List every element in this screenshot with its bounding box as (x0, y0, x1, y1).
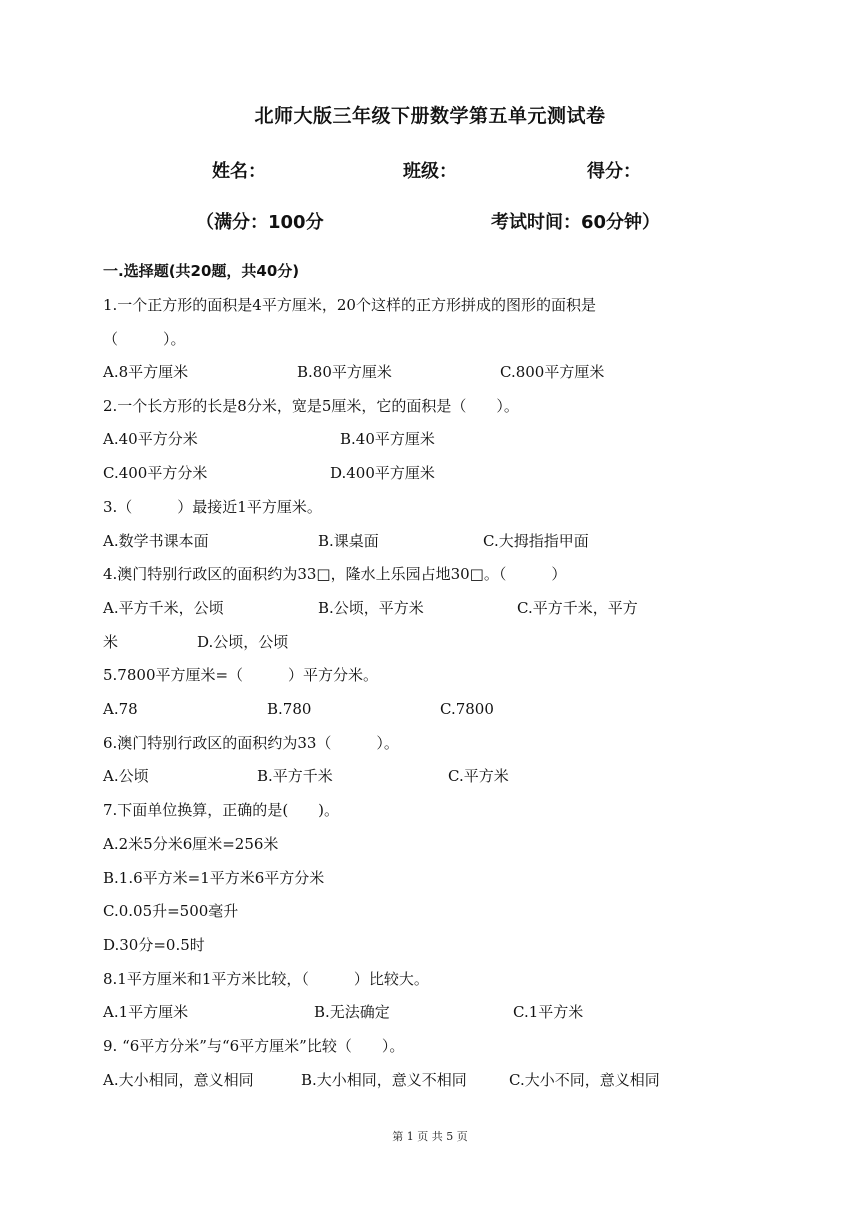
option-a: A.8平方厘米 (103, 363, 189, 381)
question-stem-cont: （ ）。 (103, 330, 186, 348)
option-a: A.数学书课本面 (103, 532, 209, 550)
option-c: C.0.05升=500毫升 (103, 902, 239, 920)
option-c: C.7800 (440, 700, 494, 718)
option-d: D.400平方厘米 (330, 464, 435, 482)
question-stem: 4.澳门特别行政区的面积约为33□，隆水上乐园占地30□。（ ） (103, 565, 567, 583)
option-b: B.40平方厘米 (340, 430, 435, 448)
full-score: （满分：100分 (196, 212, 324, 233)
page-title: 北师大版三年级下册数学第五单元测试卷 (254, 105, 606, 127)
score-label: 得分： (587, 161, 641, 182)
option-b: B.公顷，平方米 (318, 599, 424, 617)
option-a: A.大小相同，意义相同 (103, 1071, 254, 1089)
option-b: B.780 (267, 700, 312, 718)
option-b: B.课桌面 (318, 532, 379, 550)
option-a: A.78 (103, 700, 138, 718)
name-label: 姓名： (212, 161, 266, 182)
section-heading: 一.选择题(共20题，共40分) (103, 262, 300, 280)
option-a: A.公顷 (103, 767, 149, 785)
option-b: B.平方千米 (257, 767, 333, 785)
option-a: A.1平方厘米 (103, 1003, 189, 1021)
question-stem: 9. “6平方分米”与“6平方厘米”比较（ ）。 (103, 1037, 405, 1055)
option-b: B.无法确定 (314, 1003, 390, 1021)
option-c: C.大拇指指甲面 (483, 532, 589, 550)
option-c: C.大小不同，意义相同 (509, 1071, 660, 1089)
option-a: A.2米5分米6厘米=256米 (103, 835, 279, 853)
option-b: B.80平方厘米 (297, 363, 392, 381)
class-label: 班级： (403, 161, 457, 182)
question-stem: 7.下面单位换算，正确的是( )。 (103, 801, 340, 819)
option-c: C.平方米 (448, 767, 509, 785)
page-footer: 第 1 页 共 5 页 (392, 1130, 468, 1143)
option-b: B.1.6平方米=1平方米6平方分米 (103, 869, 325, 887)
option-c: C.800平方厘米 (500, 363, 605, 381)
option-a: A.40平方分米 (103, 430, 198, 448)
question-stem: 1.一个正方形的面积是4平方厘米，20个这样的正方形拼成的图形的面积是 (103, 296, 596, 314)
question-stem: 3.（ ）最接近1平方厘米。 (103, 498, 322, 516)
option-d: D.30分=0.5时 (103, 936, 205, 954)
question-stem: 5.7800平方厘米=（ ）平方分米。 (103, 666, 379, 684)
question-stem: 6.澳门特别行政区的面积约为33（ ）。 (103, 734, 399, 752)
option-d: D.公顷，公顷 (197, 633, 289, 651)
option-c: C.平方千米，平方 (517, 599, 638, 617)
question-stem: 2.一个长方形的长是8分米，宽是5厘米，它的面积是（ ）。 (103, 397, 519, 415)
option-c: C.1平方米 (513, 1003, 584, 1021)
option-c: C.400平方分米 (103, 464, 208, 482)
option-c-cont: 米 (103, 633, 119, 651)
question-stem: 8.1平方厘米和1平方米比较，（ ）比较大。 (103, 970, 429, 988)
option-b: B.大小相同，意义不相同 (301, 1071, 467, 1089)
exam-time: 考试时间：60分钟） (491, 212, 661, 233)
option-a: A.平方千米，公顷 (103, 599, 224, 617)
